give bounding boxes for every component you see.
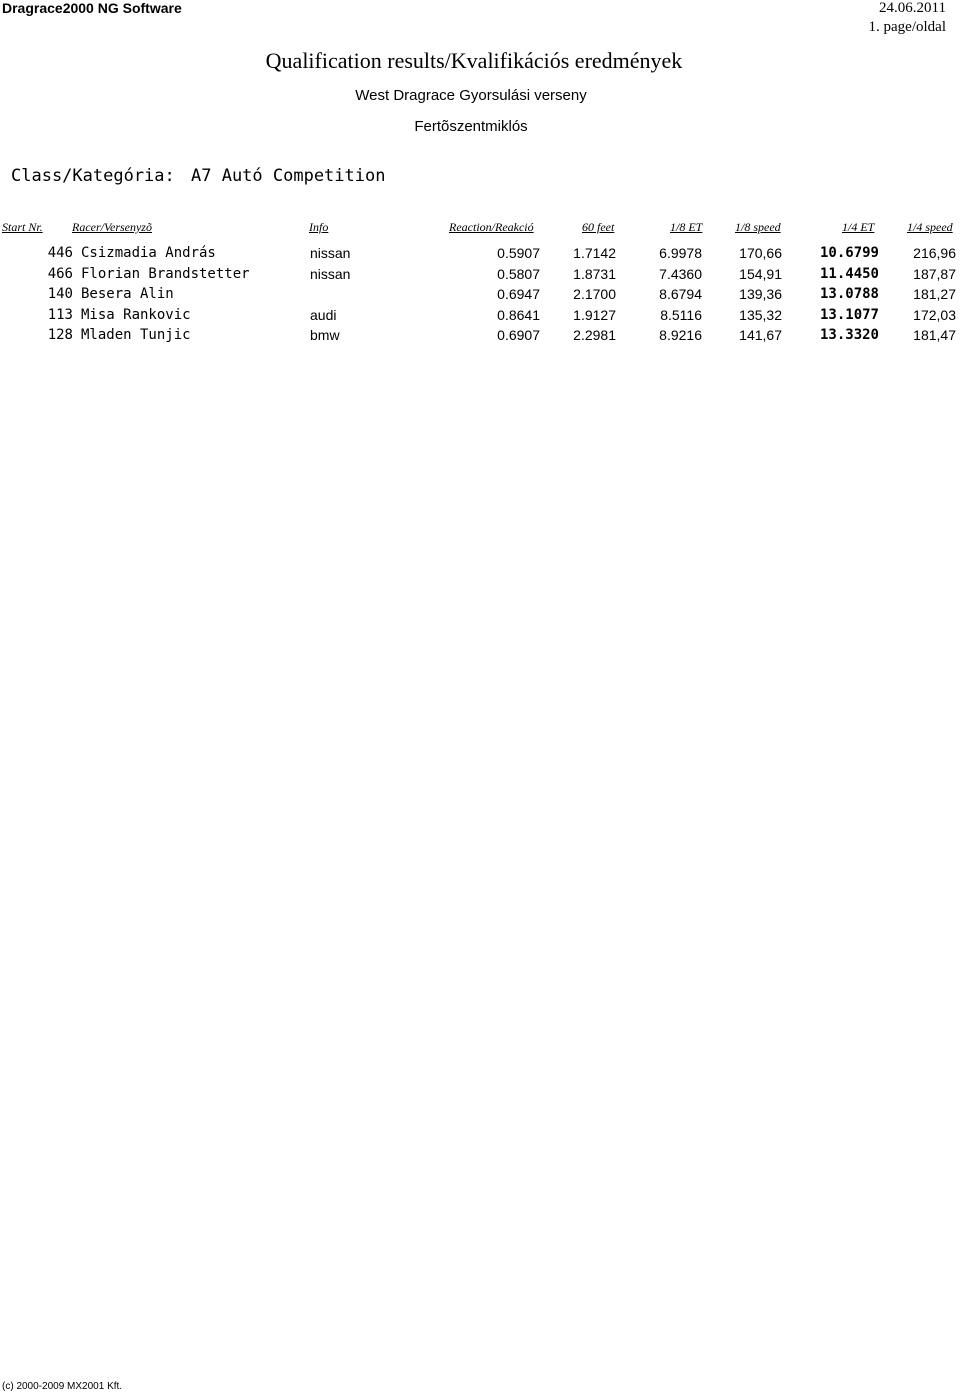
start-nr-cell: 466 bbox=[47, 265, 73, 282]
eighth-et-cell: 8.5116 bbox=[660, 306, 702, 323]
class-value: A7 Autó Competition bbox=[191, 166, 386, 186]
eighth-et-cell: 8.6794 bbox=[659, 286, 702, 302]
racer-name-cell: Csizmadia András bbox=[81, 245, 216, 261]
reaction-time-cell: 0.5907 bbox=[497, 245, 540, 261]
reaction-time-cell: 0.6947 bbox=[497, 286, 540, 302]
reaction-time-cell: 0.5807 bbox=[497, 265, 540, 282]
sixty-feet-cell: 1.9127 bbox=[573, 306, 616, 323]
car-info-cell: bmw bbox=[310, 327, 340, 343]
eighth-speed-cell: 170,66 bbox=[739, 245, 782, 261]
sixty-feet-cell: 2.1700 bbox=[573, 286, 616, 302]
quarter-speed-cell: 216,96 bbox=[913, 245, 956, 261]
software-name: Dragrace2000 NG Software bbox=[2, 0, 182, 16]
column-header-eighth-et: 1/8 ET bbox=[670, 220, 703, 234]
start-nr-cell: 128 bbox=[47, 327, 73, 343]
page-title: Qualification results/Kvalifikációs eredmények bbox=[265, 48, 683, 73]
reaction-time-cell: 0.8641 bbox=[497, 306, 540, 323]
eighth-speed-cell: 141,67 bbox=[739, 327, 782, 343]
racer-name-cell: Mladen Tunjic bbox=[81, 327, 191, 343]
racer-name-cell: Florian Brandstetter bbox=[81, 265, 250, 282]
column-header-info: Info bbox=[309, 220, 329, 234]
event-name: West Dragrace Gyorsulási verseny bbox=[355, 87, 587, 104]
start-nr-cell: 140 bbox=[47, 286, 73, 302]
column-header-reaction: Reaction/Reakció bbox=[449, 220, 534, 234]
eighth-speed-cell: 154,91 bbox=[739, 265, 782, 282]
sixty-feet-cell: 1.7142 bbox=[573, 245, 616, 261]
column-header-60-feet: 60 feet bbox=[582, 220, 615, 234]
reaction-time-cell: 0.6907 bbox=[497, 327, 540, 343]
quarter-et-cell: 13.0788 bbox=[819, 286, 879, 302]
quarter-speed-cell: 187,87 bbox=[913, 265, 956, 282]
start-nr-cell: 113 bbox=[47, 306, 73, 323]
start-nr-cell: 446 bbox=[47, 245, 73, 261]
eighth-et-cell: 6.9978 bbox=[659, 245, 702, 261]
eighth-speed-cell: 139,36 bbox=[739, 286, 782, 302]
car-info-cell: nissan bbox=[310, 265, 351, 282]
racer-name-cell: Misa Rankovic bbox=[81, 306, 191, 323]
column-header-eighth-speed: 1/8 speed bbox=[735, 220, 781, 234]
report-date: 24.06.2011 bbox=[879, 0, 946, 16]
column-header-quarter-speed: 1/4 speed bbox=[907, 220, 953, 234]
car-info-cell: audi bbox=[310, 306, 337, 323]
racer-name-cell: Besera Alin bbox=[81, 286, 174, 302]
column-header-start-nr: Start Nr. bbox=[2, 220, 43, 234]
eighth-et-cell: 7.4360 bbox=[659, 265, 702, 282]
quarter-et-cell: 11.4450 bbox=[819, 265, 879, 282]
sixty-feet-cell: 1.8731 bbox=[573, 265, 616, 282]
quarter-speed-cell: 181,47 bbox=[913, 327, 956, 343]
sixty-feet-cell: 2.2981 bbox=[573, 327, 616, 343]
quarter-et-cell: 13.1077 bbox=[819, 306, 879, 323]
quarter-et-cell: 13.3320 bbox=[819, 327, 879, 343]
event-location: Fertõszentmiklós bbox=[414, 118, 528, 135]
copyright-footer: (c) 2000-2009 MX2001 Kft. bbox=[2, 1381, 123, 1392]
quarter-speed-cell: 181,27 bbox=[913, 286, 956, 302]
page-number: 1. page/oldal bbox=[868, 19, 946, 35]
quarter-et-cell: 10.6799 bbox=[819, 245, 879, 261]
column-header-racer: Racer/Versenyzõ bbox=[72, 220, 152, 234]
eighth-speed-cell: 135,32 bbox=[739, 306, 782, 323]
eighth-et-cell: 8.9216 bbox=[659, 327, 702, 343]
class-label: Class/Kategória: bbox=[11, 166, 175, 186]
column-header-quarter-et: 1/4 ET bbox=[842, 220, 875, 234]
quarter-speed-cell: 172,03 bbox=[913, 306, 956, 323]
car-info-cell: nissan bbox=[310, 245, 351, 261]
